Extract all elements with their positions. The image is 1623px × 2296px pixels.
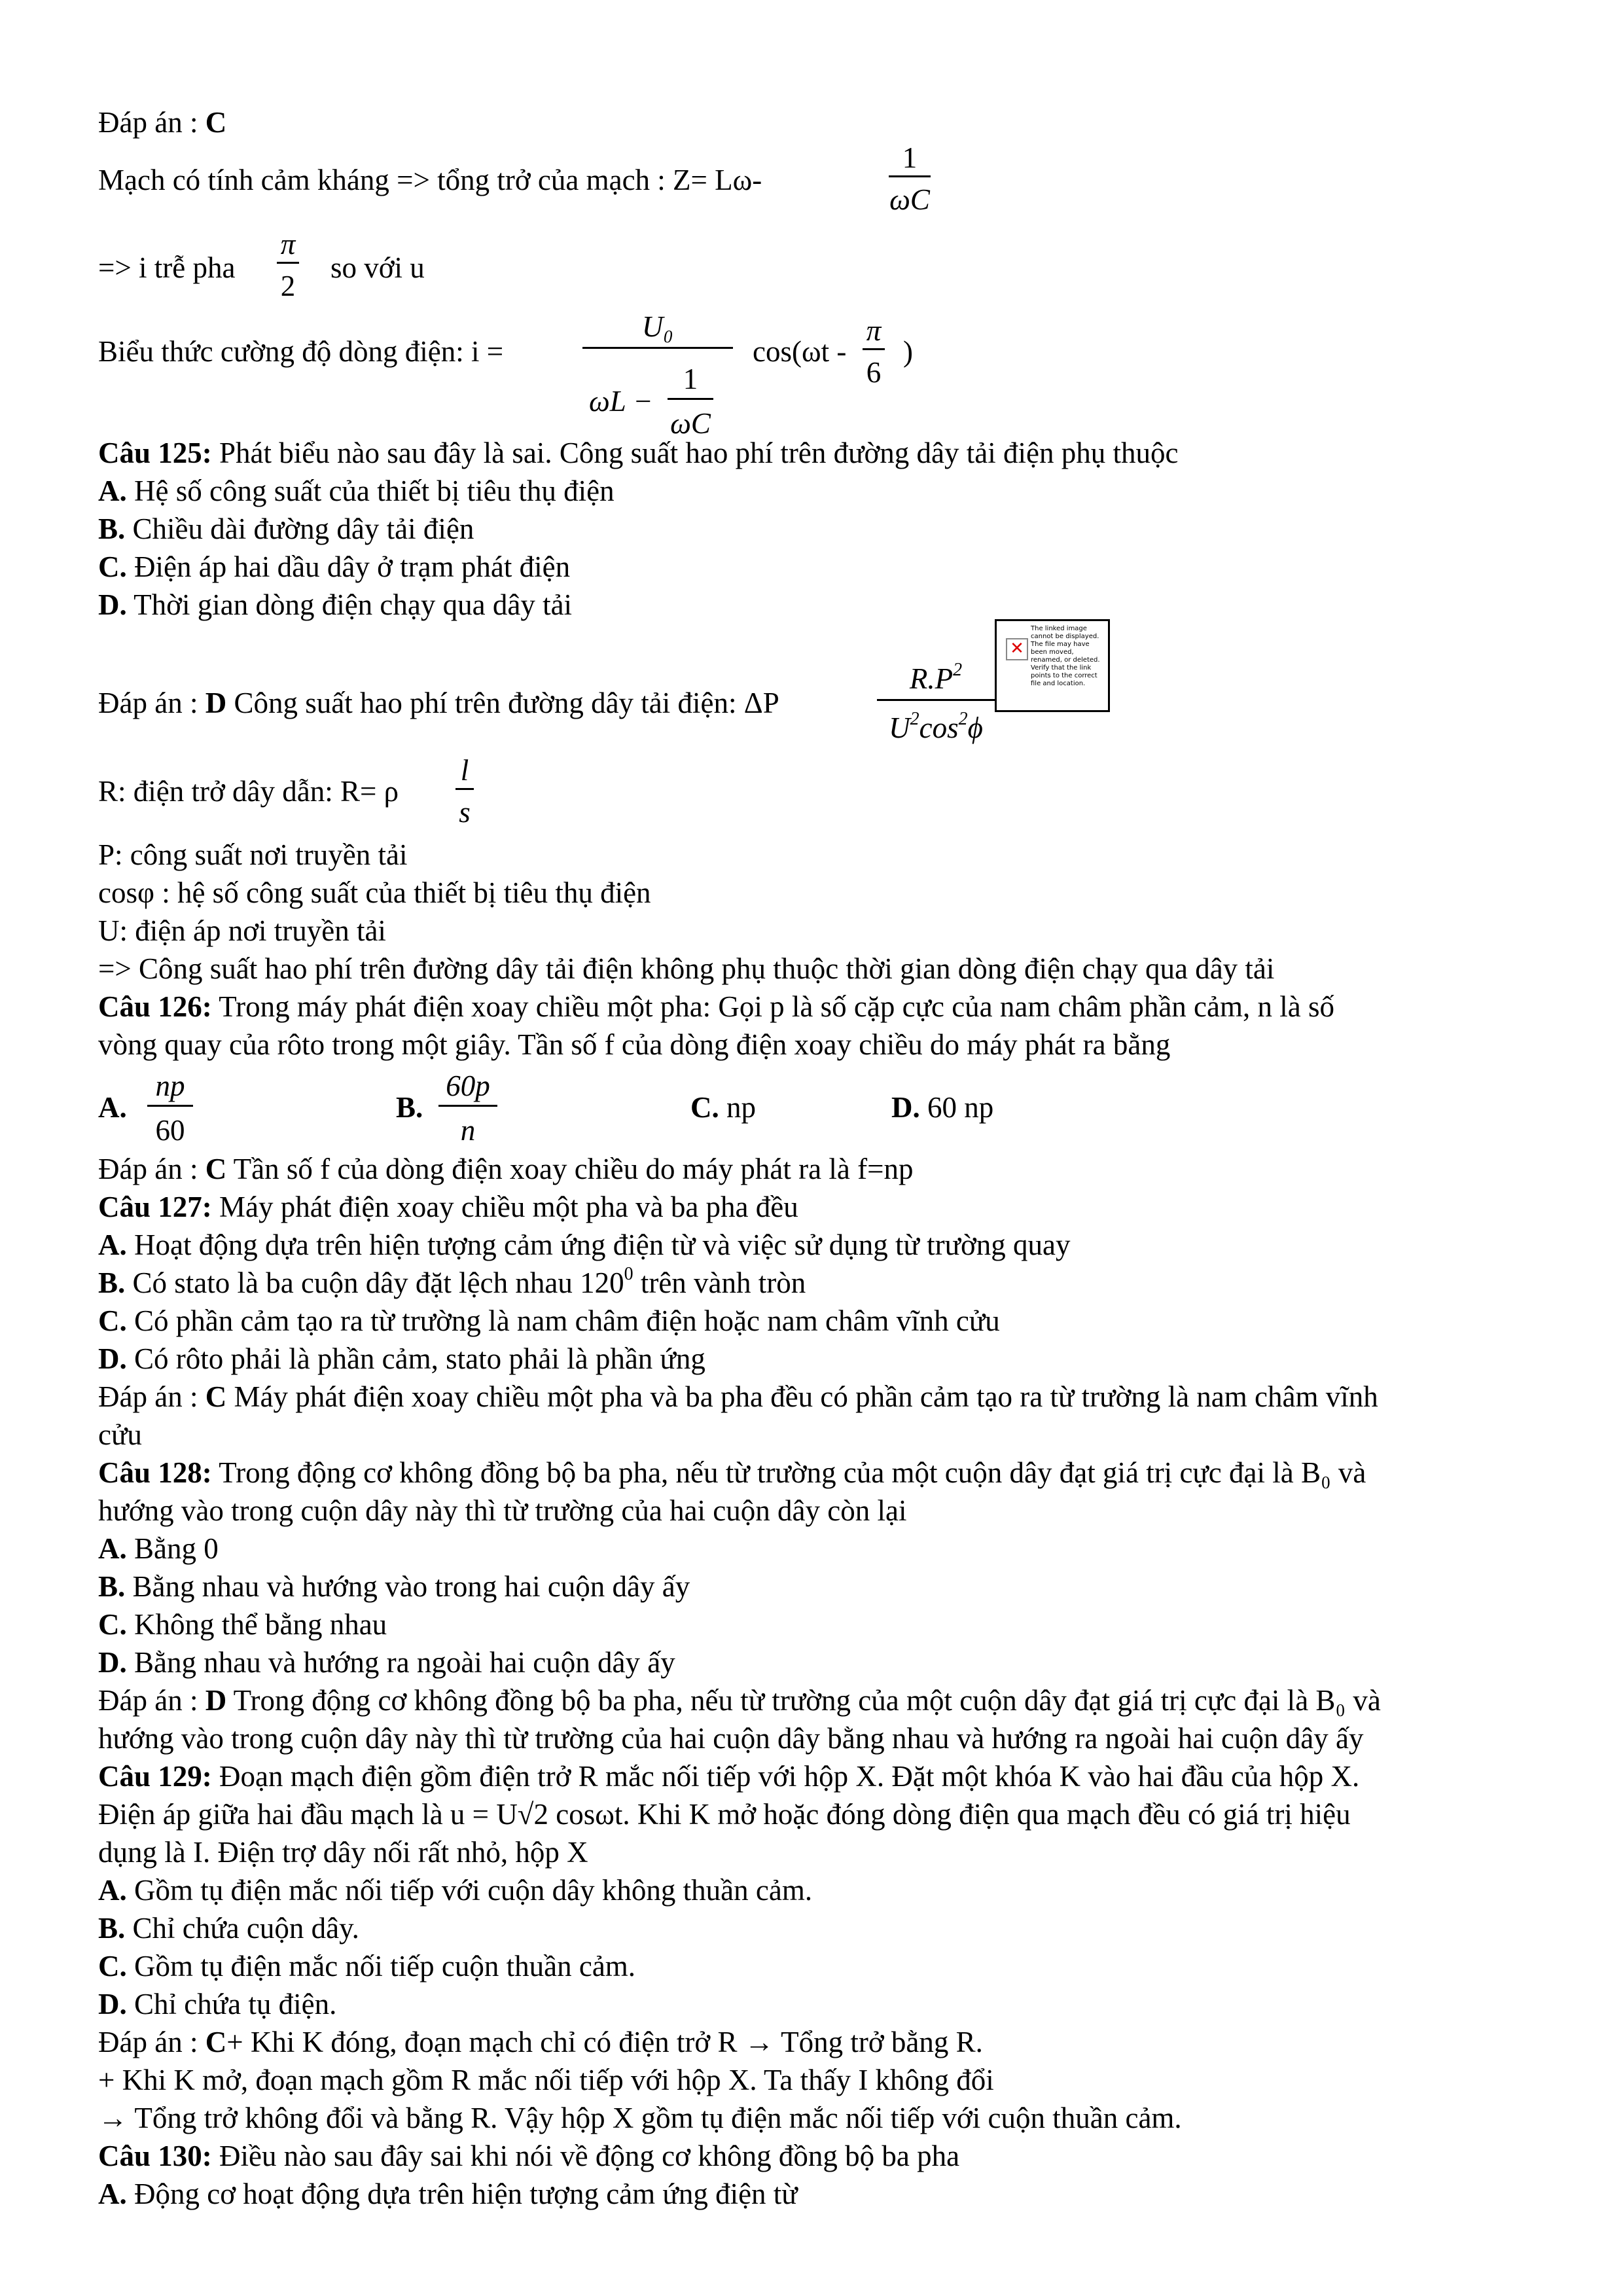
fraction-60p-over-n: 60p n <box>435 1067 501 1149</box>
question-129: Câu 129: Đoạn mạch điện gồm điện trở R mắc nối tiếp với hộp X. Đặt một khóa K vào hai đầu của hộp X. <box>98 1760 1360 1793</box>
answer-127-cont: cửu <box>98 1418 142 1451</box>
q125-option-b: B. Chiều dài đường dây tải điện <box>98 512 474 545</box>
q126-option-b: B. <box>396 1091 423 1124</box>
answer-124: Đáp án : C <box>98 106 227 139</box>
q129-option-a: A. Gồm tụ điện mắc nối tiếp với cuộn dây không thuần cảm. <box>98 1874 813 1907</box>
broken-image-icon: ✕ <box>1006 638 1028 660</box>
answer-128-cont: hướng vào trong cuộn dây này thì từ trường của hai cuộn dây bằng nhau và hướng ra ngoài hai cuộn dây ấy <box>98 1722 1364 1755</box>
q128-option-c: C. Không thể bằng nhau <box>98 1608 387 1641</box>
impedance-line: Mạch có tính cảm kháng => tổng trở của mạch : Z= Lω- <box>98 164 762 196</box>
conclusion-125: => Công suất hao phí trên đường dây tải điện không phụ thuộc thời gian dòng điện chạy qua dây tải <box>98 952 1275 985</box>
phase-lag-line: => i trễ pha <box>98 251 236 284</box>
question-128-cont: hướng vào trong cuộn dây này thì từ trường của hai cuộn dây còn lại <box>98 1494 907 1527</box>
resistance-line: R: điện trở dây dẫn: R= ρ <box>98 775 399 808</box>
answer-129-cont-2: → Tổng trở không đổi và bằng R. Vậy hộp X gồm tụ điện mắc nối tiếp với cuộn thuần cảm. <box>98 2102 1182 2134</box>
q130-option-a: A. Động cơ hoạt động dựa trên hiện tượng cảm ứng điện từ <box>98 2178 798 2210</box>
fraction-current-amplitude: U₀ ωL − 1 ωC <box>582 308 733 346</box>
q125-option-a: A. Hệ số công suất của thiết bị tiêu thụ điện <box>98 475 615 507</box>
q126-option-d: D. 60 np <box>891 1091 994 1124</box>
q126-option-a: A. <box>98 1091 127 1124</box>
q127-option-a: A. Hoạt động dựa trên hiện tượng cảm ứng điện từ và việc sử dụng từ trường quay <box>98 1229 1071 1261</box>
answer-128: Đáp án : D Trong động cơ không đồng bộ ba pha, nếu từ trường của một cuộn dây đạt giá trị cực đại là B₀ và <box>98 1684 1381 1717</box>
question-125: Câu 125: Phát biểu nào sau đây là sai. Công suất hao phí trên đường dây tải điện phụ thuộc <box>98 437 1179 469</box>
cosine-term: cos(ωt - <box>753 335 847 368</box>
fraction-pi-over-6: π 6 <box>857 312 890 391</box>
answer-129: Đáp án : C+ Khi K đóng, đoạn mạch chỉ có điện trở R → Tổng trở bằng R. <box>98 2026 983 2058</box>
answer-125: Đáp án : D Công suất hao phí trên đường dây tải điện: ΔP <box>98 687 779 719</box>
q127-option-c: C. Có phần cảm tạo ra từ trường là nam châm điện hoặc nam châm vĩnh cửu <box>98 1304 1000 1337</box>
q128-option-d: D. Bằng nhau và hướng ra ngoài hai cuộn dây ấy <box>98 1646 675 1679</box>
question-126: Câu 126: Trong máy phát điện xoay chiều một pha: Gọi p là số cặp cực của nam châm phần cảm, n là số <box>98 990 1334 1023</box>
closing-paren: ) <box>903 335 913 368</box>
q128-option-a: A. Bằng 0 <box>98 1532 219 1565</box>
phase-lag-tail: so với u <box>330 251 425 284</box>
fraction-power-loss: $R.P^2$ $U^2\cos^2\phi$ <box>877 660 995 751</box>
power-definition: P: công suất nơi truyền tải <box>98 838 408 871</box>
voltage-definition: U: điện áp nơi truyền tải <box>98 914 386 947</box>
fraction-np-over-60: np 60 <box>144 1067 196 1149</box>
answer-126: Đáp án : C Tần số f của dòng điện xoay chiều do máy phát ra là f=np <box>98 1153 914 1185</box>
q127-option-d: D. Có rôto phải là phần cảm, stato phải là phần ứng <box>98 1342 705 1375</box>
broken-image-placeholder <box>995 619 1110 712</box>
q128-option-b: B. Bằng nhau và hướng vào trong hai cuộn dây ấy <box>98 1570 690 1603</box>
q127-option-b: B. Có stato là ba cuộn dây đặt lệch nhau $120^0$ trên vành tròn <box>98 1264 806 1299</box>
answer-129-cont-1: + Khi K mở, đoạn mạch gồm R mắc nối tiếp với hộp X. Ta thấy I không đổi <box>98 2064 994 2096</box>
q129-option-b: B. Chỉ chứa cuộn dây. <box>98 1912 359 1945</box>
question-128: Câu 128: Trong động cơ không đồng bộ ba pha, nếu từ trường của một cuộn dây đạt giá trị cực đại là B₀ và <box>98 1456 1366 1489</box>
fraction-l-over-s: l s <box>452 751 478 831</box>
fraction-1-over-omega-c: 1 ωC <box>889 141 930 216</box>
q129-option-d: D. Chỉ chứa tụ điện. <box>98 1988 337 2020</box>
q126-option-c: C. np <box>690 1091 756 1124</box>
fraction-pi-over-2: π 2 <box>272 225 304 305</box>
question-130: Câu 130: Điều nào sau đây sai khi nói về động cơ không đồng bộ ba pha <box>98 2140 960 2172</box>
question-129-cont-2: dụng là I. Điện trợ dây nối rất nhỏ, hộp X <box>98 1836 588 1869</box>
q125-option-d: D. Thời gian dòng điện chạy qua dây tải <box>98 588 573 621</box>
question-127: Câu 127: Máy phát điện xoay chiều một pha và ba pha đều <box>98 1191 798 1223</box>
cos-definition: cosφ : hệ số công suất của thiết bị tiêu thụ điện <box>98 876 651 909</box>
question-126-cont: vòng quay của rôto trong một giây. Tần số f của dòng điện xoay chiều do máy phát ra bằng <box>98 1028 1171 1061</box>
current-expression-line: Biểu thức cường độ dòng điện: i = <box>98 335 504 368</box>
question-129-cont-1: Điện áp giữa hai đầu mạch là u = U√2 cosωt. Khi K mở hoặc đóng dòng điện qua mạch đều có giá trị hiệu <box>98 1798 1351 1831</box>
broken-image-text: The linked image cannot be displayed. The file may have been moved, renamed, or deleted. Verify that the link points to the correct file and location. <box>1031 625 1100 687</box>
q129-option-c: C. Gồm tụ điện mắc nối tiếp cuộn thuần cảm. <box>98 1950 636 1982</box>
answer-127: Đáp án : C Máy phát điện xoay chiều một pha và ba pha đều có phần cảm tạo ra từ trường là nam châm vĩnh <box>98 1380 1378 1413</box>
q125-option-c: C. Điện áp hai dầu dây ở trạm phát điện <box>98 550 571 583</box>
